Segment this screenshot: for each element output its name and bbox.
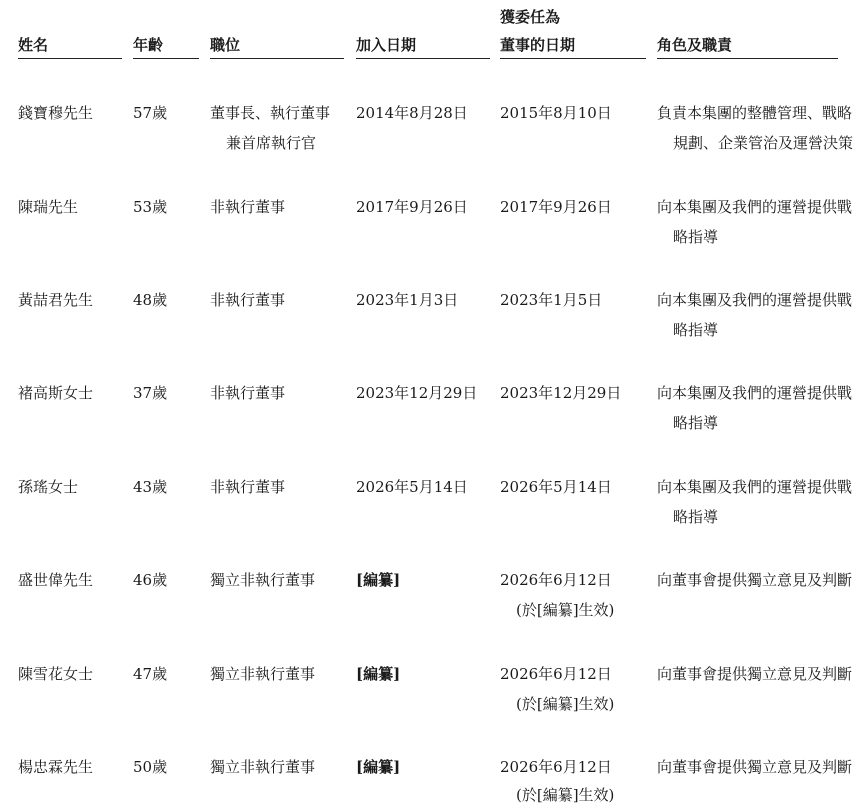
header-underline-join-date [356, 58, 490, 59]
row-1-name: 錢寶穆先生 [18, 104, 94, 122]
row-2-role-line2: 略指導 [673, 228, 719, 246]
row-5-appoint-date: 2026年5月14日 [500, 478, 612, 496]
row-3-position: 非執行董事 [210, 291, 286, 309]
row-1-position-line2: 兼首席執行官 [226, 134, 317, 152]
row-5-role-line2: 略指導 [673, 508, 719, 526]
row-8-age: 50歲 [133, 758, 168, 776]
row-5-age: 43歲 [133, 478, 168, 496]
row-8-name: 楊忠霖先生 [18, 758, 94, 776]
row-2-appoint-date: 2017年9月26日 [500, 198, 612, 216]
row-6-name: 盛世偉先生 [18, 571, 94, 589]
row-3-name: 黃喆君先生 [18, 291, 94, 309]
row-1-age: 57歲 [133, 104, 168, 122]
row-4-role-line2: 略指導 [673, 414, 719, 432]
row-4-age: 37歲 [133, 384, 168, 402]
row-8-appoint-date-line1: 2026年6月12日 [500, 758, 612, 776]
row-7-role: 向董事會提供獨立意見及判斷 [657, 665, 853, 683]
row-4-position: 非執行董事 [210, 384, 286, 402]
row-7-position: 獨立非執行董事 [210, 665, 316, 683]
header-underline-age [133, 58, 199, 59]
row-5-role-line1: 向本集團及我們的運營提供戰 [657, 478, 853, 496]
row-2-role-line1: 向本集團及我們的運營提供戰 [657, 198, 853, 216]
row-1-appoint-date: 2015年8月10日 [500, 104, 612, 122]
row-7-name: 陳雪花女士 [18, 665, 94, 683]
row-8-join-date: [編纂] [356, 758, 401, 776]
row-4-appoint-date: 2023年12月29日 [500, 384, 622, 402]
row-7-appoint-date-line1: 2026年6月12日 [500, 665, 612, 683]
row-8-position: 獨立非執行董事 [210, 758, 316, 776]
row-1-join-date: 2014年8月28日 [356, 104, 468, 122]
row-4-join-date: 2023年12月29日 [356, 384, 478, 402]
header-age: 年齡 [133, 36, 164, 54]
row-1-role-line2: 規劃、企業管治及運營決策 [673, 134, 854, 152]
row-7-age: 47歲 [133, 665, 168, 683]
row-3-role-line1: 向本集團及我們的運營提供戰 [657, 291, 853, 309]
row-2-join-date: 2017年9月26日 [356, 198, 468, 216]
row-3-age: 48歲 [133, 291, 168, 309]
row-6-appoint-date-line2: (於[編纂]生效) [516, 601, 615, 619]
row-2-position: 非執行董事 [210, 198, 286, 216]
row-3-appoint-date: 2023年1月5日 [500, 291, 603, 309]
row-1-role-line1: 負責本集團的整體管理、戰略 [657, 104, 853, 122]
header-join-date: 加入日期 [356, 36, 417, 54]
header-position: 職位 [210, 36, 241, 54]
header-name: 姓名 [18, 36, 49, 54]
header-role: 角色及職責 [657, 36, 733, 54]
row-3-role-line2: 略指導 [673, 321, 719, 339]
row-7-join-date: [編纂] [356, 665, 401, 683]
row-2-name: 陳瑞先生 [18, 198, 79, 216]
row-4-role-line1: 向本集團及我們的運營提供戰 [657, 384, 853, 402]
row-5-position: 非執行董事 [210, 478, 286, 496]
row-6-role: 向董事會提供獨立意見及判斷 [657, 571, 853, 589]
header-appoint-date-line2: 董事的日期 [500, 36, 576, 54]
row-2-age: 53歲 [133, 198, 168, 216]
row-5-name: 孫瑤女士 [18, 478, 79, 496]
row-7-appoint-date-line2: (於[編纂]生效) [516, 695, 615, 713]
row-8-role: 向董事會提供獨立意見及判斷 [657, 758, 853, 776]
row-6-join-date: [編纂] [356, 571, 401, 589]
row-3-join-date: 2023年1月3日 [356, 291, 459, 309]
row-1-position-line1: 董事長、執行董事 [210, 104, 331, 122]
row-4-name: 褚高斯女士 [18, 384, 94, 402]
header-underline-role [657, 58, 838, 59]
row-8-appoint-date-line2: (於[編纂]生效) [516, 786, 615, 804]
header-underline-appoint-date [500, 58, 646, 59]
header-appoint-date-line1: 獲委任為 [500, 8, 561, 26]
row-5-join-date: 2026年5月14日 [356, 478, 468, 496]
row-6-appoint-date-line1: 2026年6月12日 [500, 571, 612, 589]
row-6-position: 獨立非執行董事 [210, 571, 316, 589]
header-underline-position [210, 58, 344, 59]
row-6-age: 46歲 [133, 571, 168, 589]
header-underline-name [18, 58, 122, 59]
